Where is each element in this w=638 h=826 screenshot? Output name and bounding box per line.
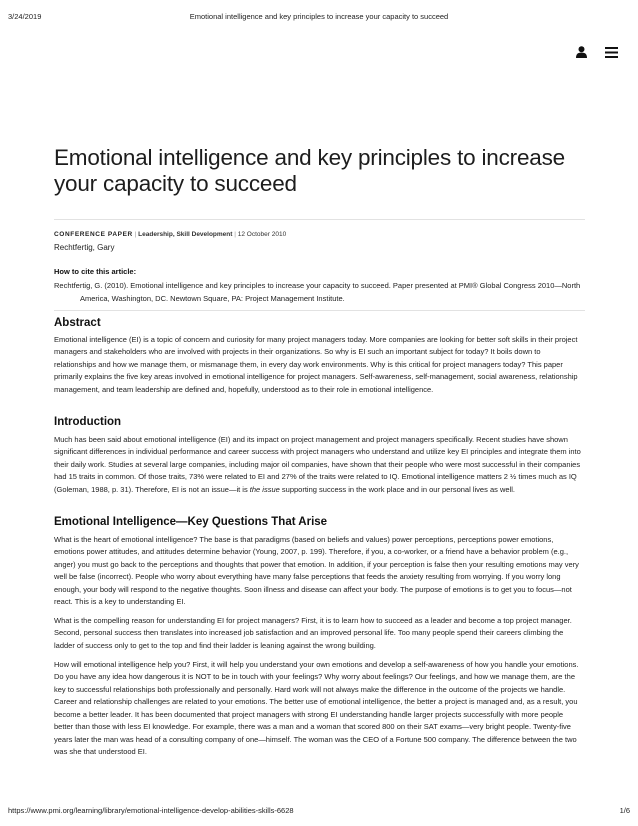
- key-questions-paragraph-3: How will emotional intelligence help you? First, it will help you understand your own emotions and develop a self-awareness of how you handle your emotions. Do you have any idea how dangerous it is NOT to be in touch with your feelings? Why worry about feelings? Our feelings, and how we manage them, are the key to successful relationships both professionally and personally. Hard work will not always make the difference in the outcome of the projects we handle. Career and relationship challenges are related to your emotions. The better use of emotional intelligence, the better a project is managed and, as a result, you become a better leader. It has been documented that project managers with strong EI understanding handle larger projects successfully with more people better than those with less EI knowledge. For example, there was a man and a woman that scored 800 on their SAT exams—very bright people. Twenty-five years later the man was head of a consulting company of one—himself. The woman was the CEO of a Fortune 500 company. The difference between the two was she that understood EI.: [54, 660, 579, 757]
- print-header: [8, 12, 630, 26]
- print-footer: [8, 806, 630, 818]
- key-questions-paragraph-1: What is the heart of emotional intelligence? The base is that paradigms (based on beliefs and values) power perceptions, perceptions power emotions, emotions power attitudes, and attitudes determine behavior (Young, 2007, p. 199). Therefore, if you, a co-worker, or a friend have a behavior problem (e.g., anger) you must go back to the perceptions and thoughts that power that emotion. In addition, if your perception is false then your resulting emotions may very well be false (incorrect). People who worry about everything have many false perceptions that feeds the anxiety resulting from worrying. If you worry long enough, your body will respond to the negative thoughts. Soon illness and disease can affect your body. The purpose of emotions is to get you to focus—not react. This is a key to understanding EI.: [54, 535, 579, 607]
- article-title: Emotional intelligence and key principles to increase your capacity to succeed: [54, 145, 565, 196]
- article-topics[interactable]: Leadership, Skill Development: [138, 231, 233, 238]
- meta-separator: |: [234, 231, 236, 238]
- print-date: 3/24/2019: [8, 12, 42, 21]
- introduction-heading: Introduction: [54, 416, 122, 428]
- key-questions-paragraph-2: What is the compelling reason for understanding EI for project managers? First, it is to learn how to succeed as a leader and become a top project manager. Second, personal success then translates into increased job satisfaction and an improved personal life. Too many people spend their careers climbing the ladder of success only to get to the top and find their ladder is leaning against the wrong building.: [54, 616, 572, 650]
- print-url[interactable]: https://www.pmi.org/learning/library/emotional-intelligence-develop-abilities-skills-6628: [8, 806, 294, 815]
- article-date: 12 October 2010: [237, 231, 287, 238]
- page-number: 1/6: [619, 806, 630, 815]
- meta-separator: |: [134, 231, 137, 238]
- abstract-heading: Abstract: [54, 317, 101, 329]
- article-meta: [54, 231, 286, 238]
- divider: [54, 219, 585, 220]
- citation-text: Rechtfertig, G. (2010). Emotional intelligence and key principles to increase your capacity to succeed. Paper presented at PMI® Global Congress 2010—North America, Washington, DC. Newtown Square, PA: Project Management Institute.: [54, 281, 581, 303]
- user-icon[interactable]: [576, 46, 587, 58]
- introduction-text: Much has been said about emotional intelligence (EI) and its impact on project management and project managers specifically. Recent studies have shown significant differences in individual performance and career success with project managers who understand and utilize key EI principles and integrate them into their daily work. Studies at several large companies, including major oil companies, have shown that their people who were most successful in their companies had 15 traits in common. Of those traits, 73% were related to EI and 27% of the traits were related to IQ. Emotional intelligence matters 2 ½ times much as IQ (Goleman, 1988, p. 31). Therefore, EI is not an issue—it is: [54, 435, 581, 494]
- hamburger-menu-icon[interactable]: [605, 47, 618, 58]
- article-author: Rechtfertig, Gary: [54, 243, 115, 252]
- introduction-paragraph: [54, 434, 584, 496]
- top-icons: [576, 46, 618, 58]
- divider: [54, 310, 585, 311]
- paper-type: CONFERENCE PAPER: [54, 231, 133, 238]
- print-page-title: Emotional intelligence and key principles to increase your capacity to succeed: [189, 12, 449, 21]
- citation-label: How to cite this article:: [54, 267, 137, 276]
- key-questions-heading: Emotional Intelligence—Key Questions That Arise: [54, 516, 328, 528]
- introduction-emphasis: the issue: [249, 484, 280, 494]
- introduction-text-end: supporting success in the work place and in our personal lives as well.: [279, 484, 515, 494]
- abstract-paragraph: Emotional intelligence (EI) is a topic of concern and curiosity for many project managers today. More companies are looking for better soft skills in their project managers and stakeholders who are involved with projects in their organizations. So why is EI such an important subject for today? It boils down to relationships and how we manage them, or mismanage them, in every day work environments. Why is this critical for project managers today? This paper primarily explains the five key areas involved in emotional intelligence for project managers. Self-awareness, self-management, social awareness, relationship management, and team leadership are defined and, hopefully, understood as to their role in emotional intelligence.: [54, 335, 578, 394]
